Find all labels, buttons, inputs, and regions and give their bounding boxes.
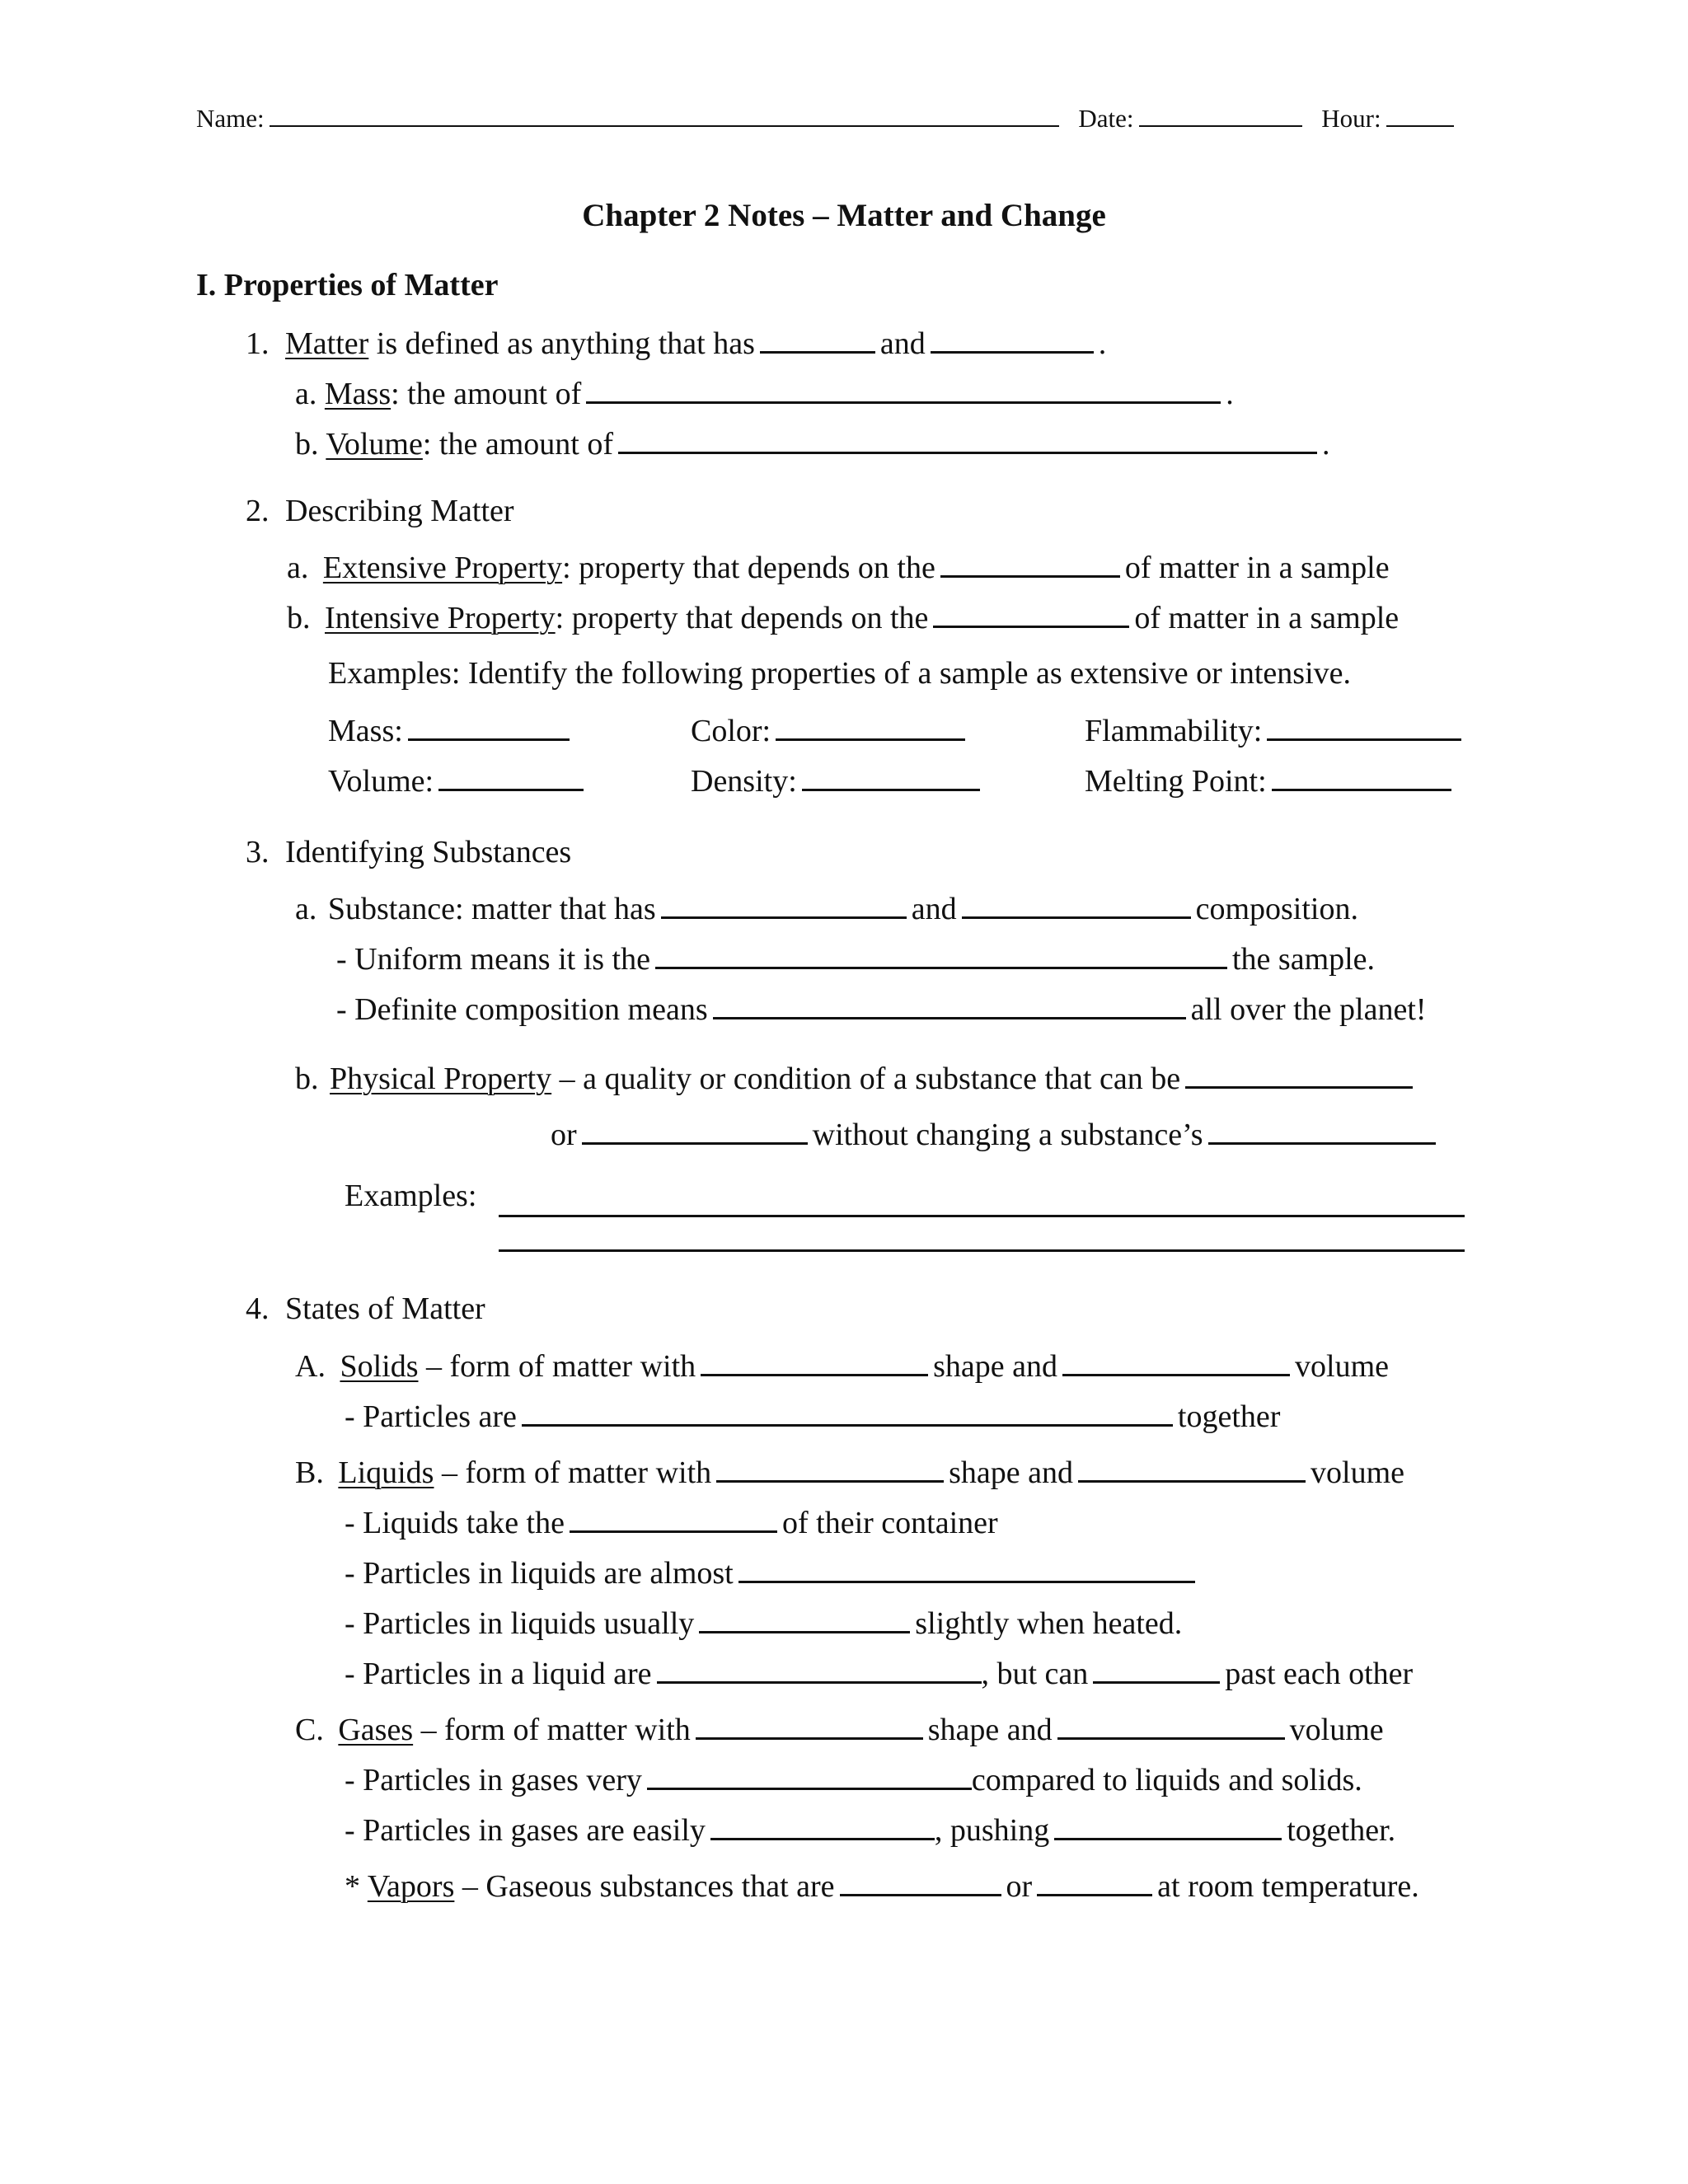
or-text: or [551,1118,577,1152]
item3b-line2 [551,1114,1441,1155]
blank[interactable] [840,1866,1001,1896]
vapor-text: – Gaseous substances that are [462,1869,835,1904]
volume-text: volume [1295,1349,1390,1384]
sub-label: b. [287,601,311,635]
blank[interactable] [586,373,1221,404]
blank[interactable] [710,1810,935,1840]
prop-density [691,761,985,801]
blank[interactable] [582,1114,808,1145]
item1-line [246,323,1106,363]
item3a-line [295,888,1358,929]
definite-line [336,989,1427,1029]
vapor-end: at room temperature. [1157,1869,1419,1904]
name-label: Name: [196,104,265,133]
term-intensive: Intensive Property [325,601,556,635]
item-number: 1. [246,326,270,361]
blank[interactable] [696,1709,923,1740]
hour-blank[interactable] [1386,97,1454,127]
liquids-item3 [345,1603,1182,1643]
liquid-text: - Particles in a liquid are [345,1657,652,1691]
blank[interactable] [962,888,1191,919]
blank[interactable] [940,547,1120,578]
prop-label: Mass: [328,714,403,748]
date-blank[interactable] [1139,97,1302,127]
item-number: 4. [246,1291,270,1326]
physical-text: – a quality or condition of a substance that can be [559,1062,1181,1096]
and-text: and [879,326,926,361]
term-liquids: Liquids [338,1455,434,1490]
liquid-text: - Liquids take the [345,1506,565,1540]
definite-end: all over the planet! [1190,992,1427,1027]
shape-and: shape and [927,1713,1053,1747]
examples-intro: Examples: Identify the following properties of a sample as extensive or intensive. [328,656,1351,691]
prop-label: Melting Point: [1085,764,1267,799]
blank[interactable] [438,761,584,791]
item3b-line [295,1058,1418,1099]
volume-text: volume [1289,1713,1384,1747]
date-label: Date: [1078,104,1134,133]
section-heading: I. Properties of Matter [196,268,499,302]
sub-label: a. [295,377,317,411]
shape-and: shape and [933,1349,1058,1384]
term-solids: Solids [340,1349,419,1384]
solids-line [295,1346,1389,1386]
term-gases: Gases [338,1713,414,1747]
gas-text: - Particles in gases are easily [345,1813,706,1848]
item2b-line [287,598,1399,638]
blank[interactable] [1037,1866,1152,1896]
prop-label: Color: [691,714,771,748]
volume-text: volume [1311,1455,1404,1490]
item1b-line [295,424,1329,464]
shape-and: shape and [949,1455,1074,1490]
blank[interactable] [933,598,1129,628]
substance-text: Substance: matter that has [327,892,656,926]
sub-label: a. [287,551,309,585]
gas-end: together. [1287,1813,1396,1848]
blank[interactable] [1078,1452,1306,1483]
prop-flammability [1085,710,1466,751]
item-number: 3. [246,835,270,869]
prop-label: Volume: [328,764,434,799]
blank[interactable] [1272,761,1451,791]
name-blank[interactable] [270,97,1059,127]
blank[interactable] [738,1553,1195,1583]
term-matter: Matter [285,326,369,361]
liquids-line [295,1452,1404,1493]
blank[interactable] [1057,1709,1285,1740]
definite-text: - Definite composition means [336,992,708,1027]
period: . [1321,427,1330,462]
answer-line[interactable] [499,1249,1465,1252]
blank[interactable] [1208,1114,1436,1145]
blank[interactable] [1185,1058,1413,1089]
sub-label: C. [295,1713,324,1747]
uniform-end: the sample. [1231,942,1376,977]
blank[interactable] [713,989,1186,1019]
page-title: Chapter 2 Notes – Matter and Change [582,198,1106,233]
liquid-mid: , but can [981,1657,1089,1691]
solids-particles-text: - Particles are [345,1399,517,1434]
item1-text: is defined as anything that has [376,326,755,361]
blank[interactable] [1093,1653,1220,1684]
term-volume: Volume [326,427,423,462]
term-vapors: Vapors [367,1869,455,1904]
uniform-text: - Uniform means it is the [336,942,650,977]
sub-label: a. [295,892,317,926]
blank[interactable] [699,1603,910,1633]
hour-label: Hour: [1321,104,1381,133]
physical-text2: without changing a substance’s [812,1118,1203,1152]
blank[interactable] [1267,710,1461,741]
intensive-text: : property that depends on the [555,601,929,635]
solids-particles-end: together [1177,1399,1281,1434]
extensive-end: of matter in a sample [1124,551,1390,585]
blank[interactable] [1062,1346,1290,1376]
gases-line [295,1709,1384,1750]
item4-heading [246,1289,485,1329]
period: . [1226,377,1234,411]
liquid-text: - Particles in liquids are almost [345,1556,734,1591]
mass-text: : the amount of [391,377,582,411]
substance-end: composition. [1195,892,1358,926]
blank[interactable] [716,1452,944,1483]
liquids-item4 [345,1653,1413,1694]
vapors-line [345,1866,1419,1906]
term-extensive: Extensive Property [322,551,563,585]
sub-label: b. [295,1062,319,1096]
answer-line[interactable] [499,1215,1465,1217]
blank[interactable] [931,323,1094,354]
gas-mid: , pushing [934,1813,1050,1848]
term-physical-property: Physical Property [330,1062,552,1096]
gases-item1 [345,1760,1362,1800]
or-text: or [1006,1869,1033,1904]
liquids-text: – form of matter with [441,1455,712,1490]
gases-text: – form of matter with [420,1713,691,1747]
blank[interactable] [618,424,1317,454]
liquid-text: - Particles in liquids usually [345,1606,695,1641]
item-number: 2. [246,494,270,528]
header-line [196,97,1459,138]
blank[interactable] [760,323,875,354]
liquid-end: slightly when heated. [915,1606,1183,1641]
blank[interactable] [776,710,965,741]
sub-label: b. [295,427,319,462]
prop-mass [328,710,574,751]
liquid-end: of their container [781,1506,998,1540]
blank[interactable] [647,1760,972,1790]
blank[interactable] [657,1653,982,1684]
prop-label: Density: [691,764,797,799]
blank[interactable] [1054,1810,1282,1840]
extensive-text: : property that depends on the [562,551,935,585]
item1a-line [295,373,1234,414]
blank[interactable] [661,888,907,919]
prop-color [691,710,970,751]
item2a-line [287,547,1390,588]
intensive-end: of matter in a sample [1134,601,1400,635]
sub-label: A. [295,1349,326,1384]
period: . [1098,326,1107,361]
blank[interactable] [570,1502,777,1533]
blank[interactable] [802,761,980,791]
gases-item2 [345,1810,1395,1850]
asterisk: * [345,1869,360,1904]
and-text: and [911,892,957,926]
sub-label: B. [295,1455,324,1490]
item3-heading [246,832,571,872]
item4-title: States of Matter [285,1291,485,1326]
prop-volume [328,761,588,801]
solids-particles-line [345,1396,1280,1436]
gas-end: compared to liquids and solids. [971,1763,1362,1797]
uniform-line [336,939,1375,979]
blank[interactable] [522,1396,1173,1427]
solids-text: – form of matter with [426,1349,696,1384]
item3-title: Identifying Substances [285,835,572,869]
prop-melting [1085,761,1456,801]
blank[interactable] [408,710,570,741]
blank[interactable] [701,1346,928,1376]
gas-text: - Particles in gases very [345,1763,642,1797]
volume-text: : the amount of [422,427,613,462]
item2-heading [246,491,514,531]
blank[interactable] [655,939,1227,969]
liquid-end: past each other [1225,1657,1414,1691]
term-mass: Mass [324,377,392,411]
prop-label: Flammability: [1085,714,1263,748]
physical-examples-label: Examples: [345,1179,477,1213]
item2-title: Describing Matter [285,494,514,528]
liquids-item1 [345,1502,998,1543]
liquids-item2 [345,1553,1200,1593]
